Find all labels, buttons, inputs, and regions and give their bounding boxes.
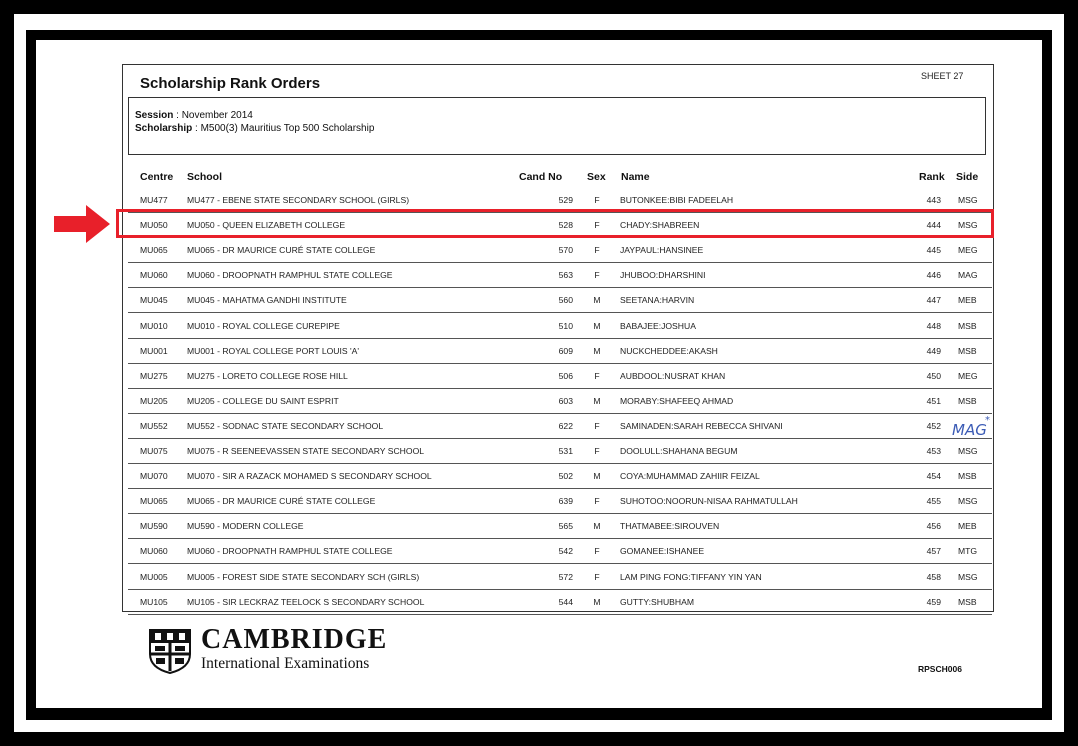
row-school: MU065 - DR MAURICE CURÉ STATE COLLEGE	[187, 496, 376, 507]
row-rank: 443	[926, 195, 941, 205]
row-sex: F	[594, 245, 600, 256]
row-sex: F	[594, 270, 600, 281]
row-school: MU010 - ROYAL COLLEGE CUREPIPE	[187, 320, 340, 331]
row-name: DOOLULL:SHAHANA BEGUM	[620, 446, 738, 456]
row-side: MSG	[958, 446, 978, 456]
row-school: MU001 - ROYAL COLLEGE PORT LOUIS 'A'	[187, 345, 360, 356]
row-centre: MU065	[140, 496, 168, 507]
row-centre: MU275	[140, 370, 168, 381]
row-rank: 446	[926, 270, 941, 281]
row-cand-no: 639	[558, 496, 573, 507]
row-rank: 458	[926, 571, 941, 582]
row-side: MSG	[958, 496, 978, 507]
table-row	[128, 565, 992, 590]
table-row	[128, 339, 992, 364]
column-header-rank: Rank	[919, 171, 945, 183]
sheet-number: SHEET 27	[921, 71, 964, 81]
row-sex: M	[593, 395, 601, 406]
row-rank: 453	[926, 446, 941, 456]
row-school: MU552 - SODNAC STATE SECONDARY SCHOOL	[187, 420, 384, 431]
table-row	[128, 314, 992, 339]
row-name: BABAJEE:JOSHUA	[620, 320, 696, 331]
row-side: MEG	[958, 245, 978, 256]
row-sex: F	[594, 496, 600, 507]
table-row	[128, 590, 992, 615]
row-sex: F	[594, 195, 600, 205]
row-cand-no: 609	[558, 345, 573, 356]
row-rank: 444	[926, 220, 941, 231]
row-name: CHADY:SHABREEN	[620, 220, 700, 231]
row-cand-no: 622	[558, 420, 573, 431]
row-sex: M	[593, 521, 601, 532]
table-row	[128, 389, 992, 414]
row-cand-no: 502	[558, 471, 573, 482]
row-name: MORABY:SHAFEEQ AHMAD	[620, 395, 734, 406]
row-rank: 454	[926, 471, 941, 482]
row-name: SAMINADEN:SARAH REBECCA SHIVANI	[620, 420, 783, 431]
logo-wordmark: CAMBRIDGE	[201, 624, 388, 655]
row-side: MEG	[958, 370, 978, 381]
table-row	[128, 439, 992, 464]
row-cand-no: 563	[558, 270, 573, 281]
row-cand-no: 510	[558, 320, 573, 331]
row-sex: F	[594, 446, 600, 456]
column-header-cand-no: Cand No	[519, 171, 563, 183]
row-centre: MU060	[140, 546, 168, 557]
logo-subtitle: International Examinations	[201, 655, 370, 672]
row-rank: 447	[926, 295, 941, 306]
row-name: BUTONKEE:BIBI FADEELAH	[620, 195, 734, 205]
row-name: NUCKCHEDDEE:AKASH	[620, 345, 718, 356]
column-header-centre: Centre	[140, 171, 174, 183]
row-cand-no: 506	[558, 370, 573, 381]
column-header-school: School	[187, 171, 223, 183]
row-rank: 451	[926, 395, 941, 406]
row-name: SUHOTOO:NOORUN-NISAA RAHMATULLAH	[620, 496, 798, 507]
column-header-side: Side	[956, 171, 979, 183]
scholarship-line	[135, 123, 374, 134]
row-centre: MU005	[140, 571, 168, 582]
row-side: MAG	[958, 270, 978, 281]
row-centre: MU070	[140, 471, 168, 482]
document-title: Scholarship Rank Orders	[140, 75, 321, 92]
row-name: JAYPAUL:HANSINEE	[620, 245, 704, 256]
row-name: THATMABEE:SIROUVEN	[620, 521, 720, 532]
row-centre: MU050	[140, 220, 168, 231]
right-arrow-icon	[54, 205, 110, 243]
cambridge-crest-icon	[148, 628, 192, 674]
row-cand-no: 570	[558, 245, 573, 256]
row-cand-no: 531	[558, 446, 573, 456]
row-rank: 450	[926, 370, 941, 381]
row-side: MSB	[958, 471, 977, 482]
column-header-sex: Sex	[587, 171, 606, 183]
row-school: MU060 - DROOPNATH RAMPHUL STATE COLLEGE	[187, 546, 393, 557]
row-cand-no: 603	[558, 395, 573, 406]
row-school: MU105 - SIR LECKRAZ TEELOCK S SECONDARY SCHOOL	[187, 596, 425, 607]
row-name: AUBDOOL:NUSRAT KHAN	[620, 370, 726, 381]
row-centre: MU105	[140, 596, 168, 607]
row-sex: M	[593, 345, 601, 356]
row-side: MSG	[958, 195, 978, 205]
row-name: JHUBOO:DHARSHINI	[620, 270, 706, 281]
row-name: COYA:MUHAMMAD ZAHIIR FEIZAL	[620, 471, 760, 482]
table-row	[128, 288, 992, 313]
row-school: MU205 - COLLEGE DU SAINT ESPRIT	[187, 395, 339, 406]
table-row	[128, 263, 992, 288]
column-header-name: Name	[621, 171, 650, 183]
row-school: MU065 - DR MAURICE CURÉ STATE COLLEGE	[187, 245, 376, 256]
table-row	[128, 489, 992, 514]
footer-code: RPSCH006	[918, 664, 962, 674]
row-school: MU275 - LORETO COLLEGE ROSE HILL	[187, 370, 348, 381]
row-centre: MU205	[140, 395, 168, 406]
table-row	[128, 414, 992, 439]
table-row	[128, 514, 992, 539]
row-rank: 449	[926, 345, 941, 356]
row-centre: MU477	[140, 195, 168, 205]
row-cand-no: 529	[558, 195, 573, 205]
row-side: MEB	[958, 295, 977, 306]
row-sex: F	[594, 571, 600, 582]
row-centre: MU045	[140, 295, 168, 306]
row-name: SEETANA:HARVIN	[620, 295, 695, 306]
row-side: MSG	[958, 571, 978, 582]
scholarship-value: : M500(3) Mauritius Top 500 Scholarship	[192, 123, 375, 134]
row-centre: MU001	[140, 345, 168, 356]
row-rank: 459	[926, 596, 941, 607]
row-rank: 455	[926, 496, 941, 507]
row-cand-no: 572	[558, 571, 573, 582]
row-rank: 457	[926, 546, 941, 557]
row-side: MSB	[958, 395, 977, 406]
row-divider	[128, 614, 992, 615]
row-name: LAM PING FONG:TIFFANY YIN YAN	[620, 571, 762, 582]
row-sex: F	[594, 220, 600, 231]
row-school: MU060 - DROOPNATH RAMPHUL STATE COLLEGE	[187, 270, 393, 281]
row-centre: MU065	[140, 245, 168, 256]
row-rank: 448	[926, 320, 941, 331]
row-school: MU075 - R SEENEEVASSEN STATE SECONDARY SCHOOL	[187, 446, 425, 456]
row-sex: M	[593, 295, 601, 306]
row-rank: 445	[926, 245, 941, 256]
row-centre: MU060	[140, 270, 168, 281]
row-centre: MU552	[140, 420, 168, 431]
row-school: MU590 - MODERN COLLEGE	[187, 521, 304, 532]
handwritten-note-text: MAG	[952, 421, 987, 439]
table-row	[128, 238, 992, 263]
row-sex: F	[594, 420, 600, 431]
row-school: MU070 - SIR A RAZACK MOHAMED S SECONDARY SCHOOL	[187, 471, 432, 482]
session-line	[135, 110, 253, 121]
row-side: MEB	[958, 521, 977, 532]
row-cand-no: 565	[558, 521, 573, 532]
row-name: GUTTY:SHUBHAM	[620, 596, 695, 607]
row-cand-no: 560	[558, 295, 573, 306]
row-sex: F	[594, 546, 600, 557]
row-rank: 456	[926, 521, 941, 532]
highlight-box	[116, 209, 994, 238]
row-sex: M	[593, 471, 601, 482]
row-sex: F	[594, 370, 600, 381]
row-sex: M	[593, 596, 601, 607]
row-cand-no: 544	[558, 596, 573, 607]
row-side: MSB	[958, 596, 977, 607]
row-side: MSB	[958, 320, 977, 331]
session-value: : November 2014	[173, 110, 253, 121]
row-centre: MU010	[140, 320, 168, 331]
row-school: MU050 - QUEEN ELIZABETH COLLEGE	[187, 220, 346, 231]
row-centre: MU590	[140, 521, 168, 532]
table-row	[128, 364, 992, 389]
row-cand-no: 528	[558, 220, 573, 231]
row-rank: 452	[926, 420, 941, 431]
scholarship-label: Scholarship	[135, 123, 193, 134]
row-school: MU005 - FOREST SIDE STATE SECONDARY SCH (GIRLS)	[187, 571, 420, 582]
asterisk-mark: *	[985, 415, 990, 426]
table-row	[128, 539, 992, 564]
session-label: Session	[135, 110, 174, 121]
row-centre: MU075	[140, 446, 168, 456]
row-school: MU045 - MAHATMA GANDHI INSTITUTE	[187, 295, 347, 306]
table-row	[128, 464, 992, 489]
row-name: GOMANEE:ISHANEE	[620, 546, 705, 557]
row-sex: M	[593, 320, 601, 331]
row-side: MSG	[958, 220, 978, 231]
handwritten-note	[950, 412, 996, 440]
row-side: MTG	[958, 546, 978, 557]
row-cand-no: 542	[558, 546, 573, 557]
row-school: MU477 - EBENE STATE SECONDARY SCHOOL (GIRLS)	[187, 195, 410, 205]
row-side: MSB	[958, 345, 977, 356]
